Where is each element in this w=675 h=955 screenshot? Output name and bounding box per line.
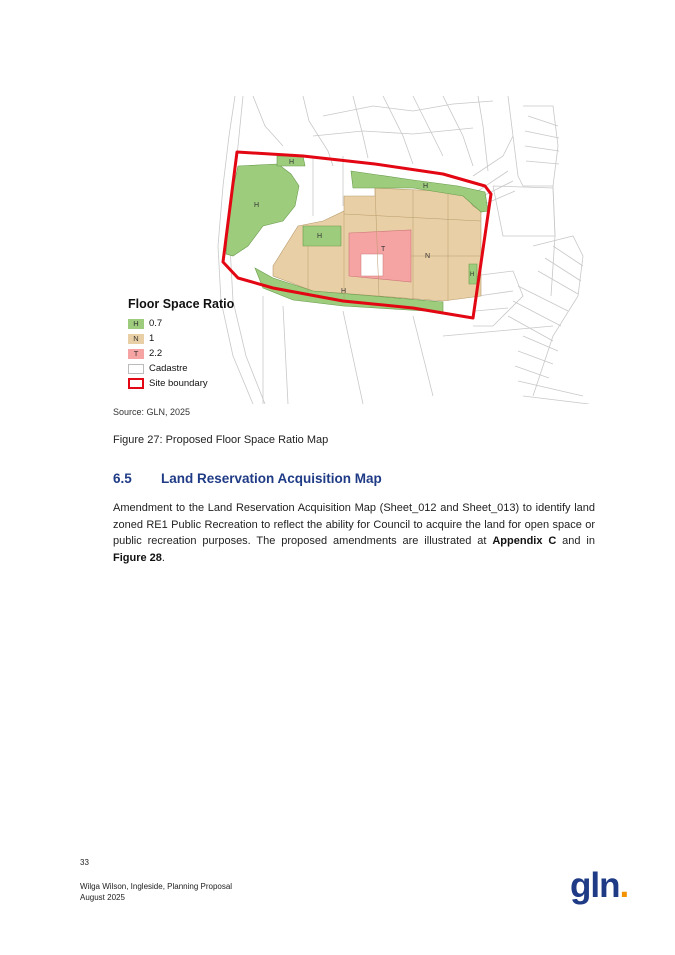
zone-label-h: H: [254, 202, 260, 209]
legend-swatch: H: [128, 319, 144, 329]
appendix-reference: Appendix C: [492, 535, 557, 547]
legend-item-t: [128, 346, 248, 361]
logo-text: gln: [570, 866, 620, 905]
legend-swatch: [128, 378, 144, 389]
zone-label-h: H: [470, 272, 475, 278]
zone-label-h: H: [341, 288, 347, 295]
zone-label-h: H: [317, 233, 323, 240]
footer-title: Wilga Wilson, Ingleside, Planning Proposal: [80, 882, 233, 891]
figure-source: Source: GLN, 2025: [113, 407, 191, 417]
logo-dot: .: [619, 866, 629, 905]
page-footer: [80, 881, 232, 903]
legend-swatch: [128, 364, 144, 374]
legend-title: Floor Space Ratio: [128, 297, 235, 311]
figure-reference: Figure 28: [113, 551, 162, 564]
legend-swatch: N: [128, 334, 144, 344]
legend-item-n: [128, 331, 248, 346]
section-number: 6.5: [113, 471, 132, 486]
body-paragraph: [113, 500, 595, 566]
legend-label: Cadastre: [149, 363, 188, 374]
figure-caption: Figure 27: Proposed Floor Space Ratio Map: [113, 434, 329, 446]
map-legend: [128, 297, 248, 391]
legend-label: 0.7: [149, 318, 163, 329]
zone-label-h: H: [289, 159, 295, 166]
zone-label-n: N: [425, 253, 431, 260]
legend-item-site-boundary: [128, 376, 248, 391]
paragraph-text: Amendment to the Land Reservation Acquisition Map (Sheet_012 and Sheet_013) to identify land zoned RE1 Public Recreation to reflect the ability for Council to acquire the land for open space or public recreation purposes. The proposed amendments are illustrated at: [113, 502, 595, 547]
legend-label: Site boundary: [149, 378, 208, 389]
paragraph-text: and in: [556, 535, 595, 547]
section-heading: [113, 471, 382, 486]
legend-label: 2.2: [149, 348, 163, 359]
zone-label-h: H: [423, 183, 429, 190]
footer-date: August 2025: [80, 893, 125, 902]
legend-item-cadastre: [128, 361, 248, 376]
gln-logo: [570, 868, 628, 903]
section-title: Land Reservation Acquisition Map: [161, 471, 382, 486]
page-number: 33: [80, 858, 89, 867]
zone-label-t: T: [381, 246, 386, 253]
legend-swatch: T: [128, 349, 144, 359]
legend-item-h: [128, 316, 248, 331]
paragraph-text: .: [161, 551, 165, 564]
legend-label: 1: [149, 333, 155, 344]
